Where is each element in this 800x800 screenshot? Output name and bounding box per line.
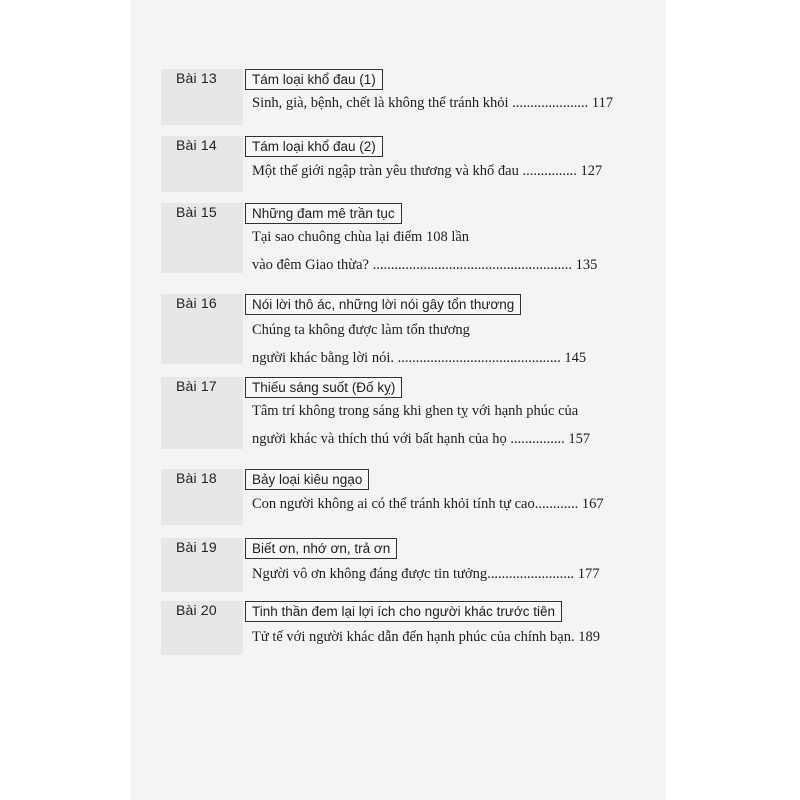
- description-line: người khác bằng lời nói. ............................................. 145: [252, 350, 587, 366]
- lesson-title-box: [245, 203, 402, 224]
- lesson-label: Bài 19: [176, 539, 217, 555]
- lesson-title-box: [245, 601, 562, 622]
- lesson-label: Bài 18: [176, 470, 217, 486]
- description-line: Con người không ai có thể tránh khỏi tính tự cao............ 167: [252, 496, 604, 512]
- lesson-description: [252, 223, 597, 279]
- lesson-label: Bài 16: [176, 295, 217, 311]
- description-line: Tử tế với người khác dẫn đến hạnh phúc của chính bạn. 189: [252, 629, 600, 645]
- lesson-label: Bài 17: [176, 378, 217, 394]
- lesson-title: Tám loại khổ đau (2): [252, 139, 376, 154]
- lesson-description: [252, 623, 600, 651]
- lesson-title-box: [245, 69, 383, 90]
- lesson-title: Biết ơn, nhớ ơn, trả ơn: [252, 541, 391, 556]
- description-line: Một thế giới ngập tràn yêu thương và khổ đau ............... 127: [252, 163, 603, 179]
- description-line: Tâm trí không trong sáng khi ghen tỵ với hạnh phúc của: [252, 403, 579, 419]
- lesson-label: Bài 20: [176, 602, 217, 618]
- description-line: Chúng ta không được làm tổn thương: [252, 322, 470, 338]
- description-line: vào đêm Giao thừa? ....................................................... 135: [252, 257, 598, 273]
- description-line: Sinh, già, bệnh, chết là không thể tránh khỏi ..................... 117: [252, 95, 614, 111]
- lesson-title-box: [245, 377, 402, 398]
- lesson-description: [252, 560, 599, 588]
- lesson-description: [252, 490, 604, 518]
- lesson-title-box: [245, 538, 397, 559]
- lesson-title: Những đam mê trần tục: [252, 206, 395, 221]
- lesson-title: Nói lời thô ác, những lời nói gây tổn thương: [252, 297, 515, 312]
- lesson-description: [252, 397, 590, 453]
- lesson-title-box: [245, 469, 369, 490]
- lesson-title: Tinh thần đem lại lợi ích cho người khác trước tiên: [252, 604, 556, 619]
- lesson-description: [252, 89, 613, 117]
- lesson-title-box: [245, 136, 383, 157]
- lesson-description: [252, 157, 602, 185]
- description-line: Tại sao chuông chùa lại điểm 108 lần: [252, 229, 470, 245]
- lesson-title: Thiếu sáng suốt (Đố kỵ): [252, 380, 396, 395]
- lesson-label: Bài 15: [176, 204, 217, 220]
- lesson-title: Tám loại khổ đau (1): [252, 72, 376, 87]
- lesson-label: Bài 14: [176, 137, 217, 153]
- book-page: [131, 0, 665, 800]
- lesson-label: Bài 13: [176, 70, 217, 86]
- lesson-title: Bảy loại kiêu ngạo: [252, 472, 363, 487]
- lesson-description: [252, 316, 586, 372]
- lesson-title-box: [245, 294, 521, 315]
- description-line: người khác và thích thú với bất hạnh của họ ............... 157: [252, 431, 591, 447]
- description-line: Người vô ơn không đáng được tin tưởng........................ 177: [252, 566, 600, 582]
